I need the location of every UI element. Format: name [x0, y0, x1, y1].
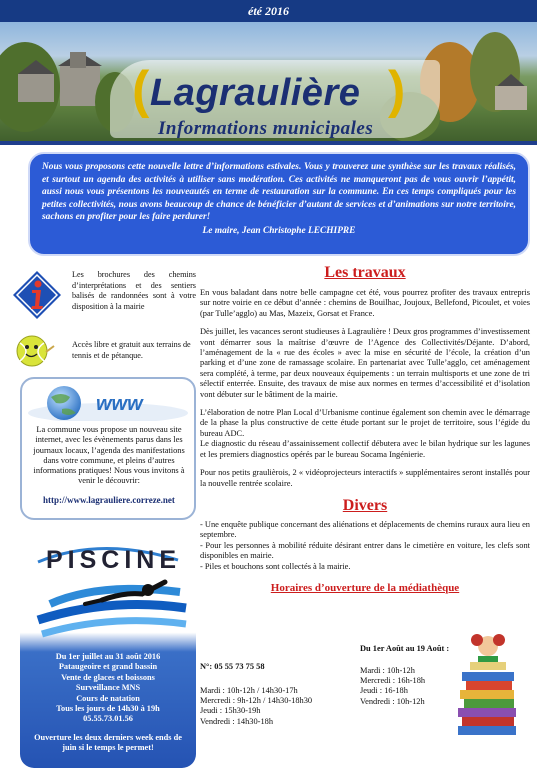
- reading-girl-books-icon: [452, 628, 522, 738]
- globe-www-icon: [26, 383, 190, 421]
- hours-line: Mardi : 10h-12h / 14h30-17h: [200, 686, 298, 695]
- hours-line: Mercredi : 9h-12h / 14h30-18h30: [200, 696, 313, 706]
- divers-item: - Une enquête publique concernant des aliénations et déplacements de chemins ruraux aura lieu en septembre.: [200, 519, 530, 540]
- header-banner: [0, 0, 537, 145]
- hours-line: Vendredi : 10h-12h: [360, 696, 425, 706]
- divers-heading: Divers: [342, 496, 388, 514]
- piscine-line: Vente de glaces et boissons: [61, 672, 155, 682]
- divers-item: - Pour les personnes à mobilité réduite désirant entrer dans le cimetière en voiture, les clefs sont disponibles en mairie.: [200, 540, 530, 561]
- piscine-title: PISCINE: [46, 546, 182, 574]
- season-label: été 2016: [0, 0, 537, 22]
- www-text: www: [96, 393, 143, 415]
- piscine-line: Pataugeoire et grand bassin: [58, 662, 158, 672]
- hours-line: Mardi : 10h-12h: [360, 666, 415, 675]
- piscine-line: 05.55.73.01.56: [83, 714, 133, 724]
- website-box: [20, 377, 196, 520]
- brand-title: Lagraulière: [150, 72, 361, 114]
- hours-summer-title: Du 1er Août au 19 Août :: [360, 644, 450, 653]
- website-link[interactable]: http://www.lagrauliere.correze.net: [43, 495, 175, 505]
- piscine-box: [20, 526, 196, 768]
- intro-signature: Le maire, Jean Christophe LECHIPRE: [202, 225, 356, 236]
- piscine-line: Cours de natation: [76, 693, 140, 703]
- piscine-info: [26, 652, 190, 754]
- piscine-line: Du 1er juillet au 31 août 2016: [55, 652, 161, 661]
- travaux-heading: Les travaux: [324, 264, 406, 281]
- paren-left-decoration: (: [132, 61, 150, 119]
- travaux-paragraph: Dès juillet, les vacances seront studieuses à Lagraulière ! Deux gros programmes d’investissement vont démarrer sous la maîtrise d’œuvre de l’Agence des Collectivités/Déjante. D’abord, l’aménagement de la « rue des écoles » avec la mise en sécurité de l’école, la création d’un parking et d’une zone de ramassage scolaire. En partenariat avec Tulle’agglo, cet aménagement sera complété, à terme, par deux nouveaux équipements : un terrain multisports et une zone de tri sélectif enterrée. Ensuite, des travaux de mise aux normes en termes d’accessibilité et d’isolation vont débuter sur le bâtiment de la mairie.: [200, 327, 531, 399]
- hours-line: Mercredi : 16h-18h: [360, 676, 426, 686]
- mediatheque-phone: N°: 05 55 73 75 58: [200, 662, 265, 671]
- travaux-paragraph: Le diagnostic du réseau d’assainissement collectif débutera avec le bilan hydrique sur les lagunes et les premiers diagnostics opérés par le bureau Socama Ingénierie.: [200, 439, 530, 459]
- brochures-text: Les brochures des chemins d’interprétations et des sentiers balisés de randonnées sont à votre disposition à la mairie: [72, 270, 196, 311]
- tennis-text: Accès libre et gratuit aux terrains de tennis et de pétanque.: [72, 340, 191, 360]
- piscine-line: Surveillance MNS: [75, 683, 141, 693]
- hours-line: Jeudi : 15h30-19h: [200, 706, 261, 716]
- tennis-ball-icon: [14, 334, 58, 368]
- intro-text: Nous vous proposons cette nouvelle lettre d’informations estivales. Vous y trouverez une synthèse sur les travaux réalisés, et surtout un agenda des activités à utiliser sans modération. Ces activités ne manqueront pas de vous ouvrir l’appétit, aussi nous vous présentons les nouveautés en terme de restauration sur la commune. En ces temps compliqués pour les petites collectivités, nous avons beaucoup de chance de bénéficier d’autant de services et d’animations sur notre territoire, sachons en profiter pour les faire perdurer!: [42, 162, 516, 223]
- tourist-info-icon: [12, 270, 62, 320]
- hours-line: Jeudi : 16-18h: [360, 686, 408, 696]
- piscine-line: Ouverture les deux derniers week ends de juin si le temps le permet!: [34, 732, 182, 753]
- hours-normal: [200, 686, 312, 727]
- website-description: La commune vous propose un nouveau site internet, avec les évènements parus dans les journaux locaux, l’agenda des manifestations dans votre commune, et pleins d’autres informations pratiques! Nous vous invitons à venir le découvrir:: [33, 425, 185, 486]
- hours-summer: [360, 666, 425, 707]
- right-column: [200, 264, 530, 764]
- left-column: [6, 264, 196, 764]
- travaux-paragraph: Pour nos petits graulièrois, 2 « vidéoprojecteurs interactifs » supplémentaires seront installés pour la nouvelle rentrée scolaire.: [200, 468, 530, 488]
- travaux-paragraph: En vous baladant dans notre belle campagne cet été, vous pourrez profiter des travaux entrepris sur notre voirie en ce début d’année : chemins de Bouilhac, Joujoux, Bellefond, Picoulet, et voies (par Tulle’agglo) au Mas, Mazeix, Gorsat et France.: [200, 288, 530, 318]
- travaux-paragraph: L’élaboration de notre Plan Local d’Urbanisme continue également son chemin avec le démarrage de la phase la plus constructive de cette étude portant sur le projet de territoire, sous l’égide du bureau ADC.: [200, 408, 530, 438]
- hours-line: Vendredi : 14h30-18h: [200, 716, 274, 726]
- divers-item: - Piles et bouchons sont collectés à la mairie.: [200, 561, 351, 571]
- intro-box: [28, 152, 530, 256]
- paren-right-decoration: ): [388, 61, 406, 119]
- mediatheque-heading: Horaires d’ouverture de la médiathèque: [270, 581, 460, 594]
- header-subtitle: Informations municipales: [158, 118, 374, 139]
- piscine-line: [26, 725, 190, 733]
- piscine-line: Tous les jours de 14h30 à 19h: [56, 704, 160, 714]
